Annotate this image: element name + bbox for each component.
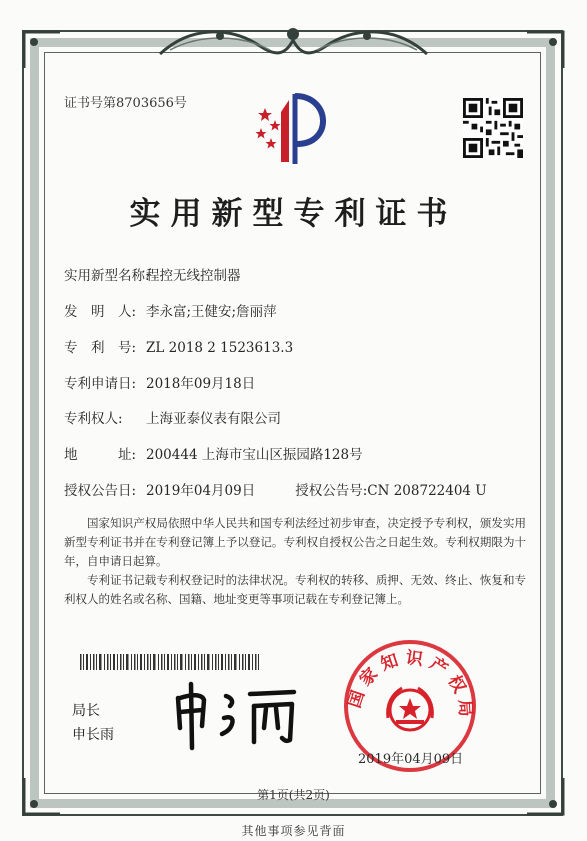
top-ornament xyxy=(150,20,437,66)
handwritten-signature xyxy=(168,676,308,754)
field-grant-announcement xyxy=(64,479,487,499)
field-value: 李永富;王健安;詹丽萍 xyxy=(146,304,277,320)
field-value: 2018年09月18日 xyxy=(146,376,256,392)
field-label: 专 利 号: xyxy=(64,340,137,356)
corner-ornament-tr xyxy=(525,30,565,70)
barcode-icon xyxy=(80,654,260,670)
field-patentee xyxy=(64,407,281,427)
field-label: 发 明 人: xyxy=(64,304,137,320)
qr-code-icon xyxy=(463,98,523,158)
field-label: 专利权人: xyxy=(64,411,123,427)
statement-paragraph: 专利证书记载专利权登记时的法律状况。专利权的转移、质押、无效、终止、恢复和专利权人的姓名或名称、国籍、地址变更等事项记载在专利登记簿上。 xyxy=(64,573,526,606)
field-value: 上海亚泰仪表有限公司 xyxy=(146,411,281,427)
field-label: 授权公告日: xyxy=(64,483,137,499)
field-value: 2019年04月09日 xyxy=(146,483,256,499)
field-label: 地 址: xyxy=(64,447,137,463)
corner-ornament-tl xyxy=(22,30,62,70)
field-address xyxy=(64,443,363,463)
field-label: 实用新型名称: xyxy=(64,268,150,284)
field-value: 程控无线控制器 xyxy=(146,268,241,284)
field-value: 200444 上海市宝山区振园路128号 xyxy=(146,447,363,463)
cnipa-logo-icon xyxy=(251,86,333,166)
field-patent-number xyxy=(64,336,293,356)
footer-note: 其他事项参见背面 xyxy=(241,824,346,838)
field-value: ZL 2018 2 1523613.3 xyxy=(146,340,294,356)
certificate-number: 证书号第8703656号 xyxy=(64,96,187,111)
field-value: CN 208722404 U xyxy=(367,483,487,499)
page-number: 第1页(共2页) xyxy=(257,788,330,802)
field-application-date xyxy=(64,372,255,392)
statement-paragraph: 国家知识产权局依照中华人民共和国专利法经过初步审查，决定授予专利权，颁发实用新型专利证书并在专利登记簿上予以登记。专利权自授权公告之日起生效。专利权期限为十年，自申请日起算。 xyxy=(64,516,526,568)
field-utility-model-name xyxy=(64,264,241,284)
grant-date: 2019年04月09日 xyxy=(358,752,464,767)
signatory-name: 申长雨 xyxy=(72,727,114,743)
field-label: 专利申请日: xyxy=(64,376,137,392)
certificate-title: 实用新型专利证书 xyxy=(129,196,458,232)
signatory-title: 局长 xyxy=(72,703,100,719)
field-label: 授权公告号: xyxy=(295,483,368,499)
field-inventors xyxy=(64,300,277,320)
svg-text:国家知识产权局: 国家知识产权局 xyxy=(344,648,476,724)
